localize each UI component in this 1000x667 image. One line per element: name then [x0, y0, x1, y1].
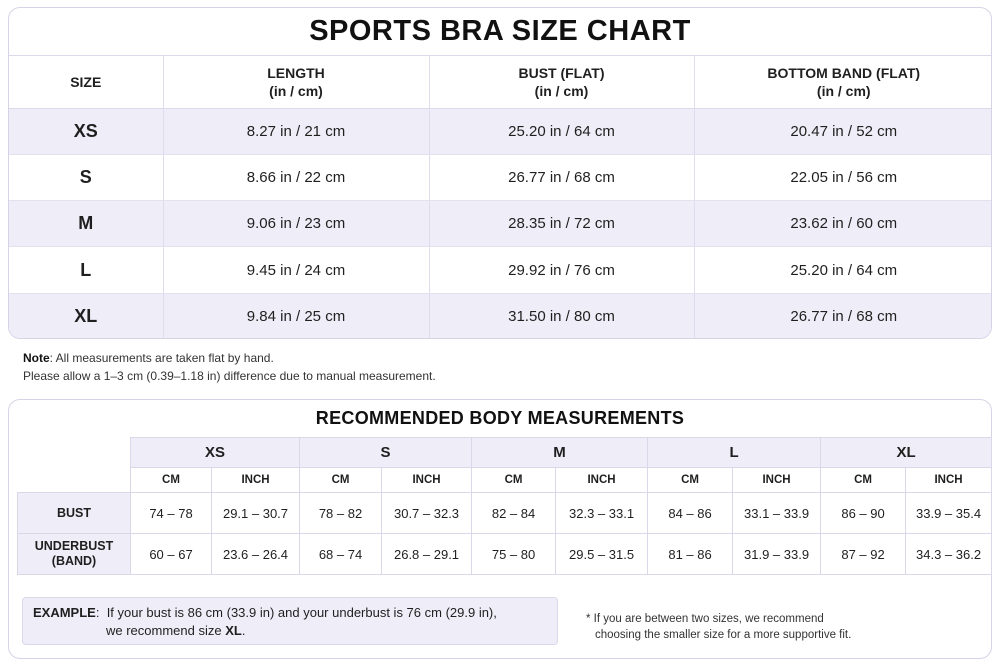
example-line2-suffix: . — [241, 623, 246, 638]
unit-inch: INCH — [382, 468, 472, 493]
note-line2: Please allow a 1–3 cm (0.39–1.18 in) difference due to manual measurement. — [23, 369, 436, 383]
size-header-s: S — [300, 438, 472, 468]
unit-cm: CM — [300, 468, 382, 493]
measurement-cell: 74 – 78 — [131, 493, 212, 534]
band-cell: 22.05 in / 56 cm — [694, 154, 992, 200]
unit-inch: INCH — [906, 468, 992, 493]
body-measurements-title: RECOMMENDED BODY MEASUREMENTS — [315, 408, 685, 428]
measurement-cell: 81 – 86 — [648, 534, 733, 575]
length-cell: 8.27 in / 21 cm — [163, 108, 429, 154]
measurement-cell: 32.3 – 33.1 — [556, 493, 648, 534]
sizing-tip — [586, 611, 851, 643]
measurement-cell: 31.9 – 33.9 — [733, 534, 821, 575]
measurement-cell: 78 – 82 — [300, 493, 382, 534]
measurement-cell: 75 – 80 — [472, 534, 556, 575]
length-cell: 9.84 in / 25 cm — [163, 293, 429, 339]
bust-cell: 26.77 in / 68 cm — [429, 154, 694, 200]
measurement-cell: 68 – 74 — [300, 534, 382, 575]
length-cell: 8.66 in / 22 cm — [163, 154, 429, 200]
unit-inch: INCH — [733, 468, 821, 493]
unit-cm: CM — [131, 468, 212, 493]
example-line2-prefix: we recommend size — [106, 623, 226, 638]
unit-cm: CM — [472, 468, 556, 493]
example-line1: If your bust is 86 cm (33.9 in) and your underbust is 76 cm (29.9 in), — [106, 605, 497, 620]
band-cell: 25.20 in / 64 cm — [694, 247, 992, 293]
measurement-cell: 86 – 90 — [821, 493, 906, 534]
measurement-cell: 30.7 – 32.3 — [382, 493, 472, 534]
table-row — [9, 293, 992, 339]
note-label: Note — [23, 351, 50, 365]
measurement-cell: 82 – 84 — [472, 493, 556, 534]
table-row — [9, 201, 992, 247]
measurement-cell: 87 – 92 — [821, 534, 906, 575]
table-row — [9, 154, 992, 200]
example-label: EXAMPLE — [33, 605, 96, 620]
size-header-xs: XS — [131, 438, 300, 468]
bust-cell: 28.35 in / 72 cm — [429, 201, 694, 247]
body-measurements-card — [8, 399, 992, 659]
size-cell: XS — [9, 108, 163, 154]
measurement-cell: 34.3 – 36.2 — [906, 534, 992, 575]
bust-cell: 29.92 in / 76 cm — [429, 247, 694, 293]
table-row — [9, 247, 992, 293]
empty-corner — [18, 438, 131, 468]
row-label-underbust: UNDERBUST (BAND) — [18, 534, 131, 575]
measurement-cell: 23.6 – 26.4 — [212, 534, 300, 575]
header-bust: BUST (FLAT) (in / cm) — [429, 56, 694, 108]
band-cell: 23.62 in / 60 cm — [694, 201, 992, 247]
size-header-row — [18, 438, 992, 468]
header-bottom-band: BOTTOM BAND (FLAT) (in / cm) — [694, 56, 992, 108]
bust-cell: 25.20 in / 64 cm — [429, 108, 694, 154]
measurement-cell: 29.1 – 30.7 — [212, 493, 300, 534]
table-row — [9, 108, 992, 154]
measurement-cell: 29.5 – 31.5 — [556, 534, 648, 575]
underbust-row — [18, 534, 992, 575]
unit-cm: CM — [821, 468, 906, 493]
note-line1: : All measurements are taken flat by hand. — [49, 351, 274, 365]
size-chart-card — [8, 7, 992, 339]
size-header-l: L — [648, 438, 821, 468]
size-header-m: M — [472, 438, 648, 468]
measurement-cell: 60 – 67 — [131, 534, 212, 575]
tip-line2: choosing the smaller size for a more supportive fit. — [595, 629, 852, 641]
band-cell: 26.77 in / 68 cm — [694, 293, 992, 339]
length-cell: 9.45 in / 24 cm — [163, 247, 429, 293]
size-cell: M — [9, 201, 163, 247]
bust-row — [18, 493, 992, 534]
measurement-cell: 84 – 86 — [648, 493, 733, 534]
header-length: LENGTH (in / cm) — [163, 56, 429, 108]
example-box: EXAMPLE: If your bust is 86 cm (33.9 in) and your underbust is 76 cm (29.9 in), we recommend size XL. — [22, 597, 558, 645]
example-recommended-size: XL — [225, 623, 242, 638]
row-label-bust: BUST — [18, 493, 131, 534]
body-measurements-table — [17, 437, 992, 575]
tip-line1: * If you are between two sizes, we recommend — [586, 613, 824, 625]
size-cell: L — [9, 247, 163, 293]
size-cell: XL — [9, 293, 163, 339]
size-cell: S — [9, 154, 163, 200]
size-header-xl: XL — [821, 438, 992, 468]
bust-cell: 31.50 in / 80 cm — [429, 293, 694, 339]
measurement-cell: 33.1 – 33.9 — [733, 493, 821, 534]
unit-inch: INCH — [212, 468, 300, 493]
unit-inch: INCH — [556, 468, 648, 493]
length-cell: 9.06 in / 23 cm — [163, 201, 429, 247]
header-size: SIZE — [9, 56, 163, 108]
empty-corner — [18, 468, 131, 493]
size-chart-table — [9, 56, 992, 339]
measurement-cell: 33.9 – 35.4 — [906, 493, 992, 534]
unit-cm: CM — [648, 468, 733, 493]
measurement-cell: 26.8 – 29.1 — [382, 534, 472, 575]
size-chart-title: SPORTS BRA SIZE CHART — [9, 8, 991, 56]
band-cell: 20.47 in / 52 cm — [694, 108, 992, 154]
measurement-note — [23, 349, 436, 385]
unit-header-row — [18, 468, 992, 493]
size-chart-header-row — [9, 56, 992, 108]
